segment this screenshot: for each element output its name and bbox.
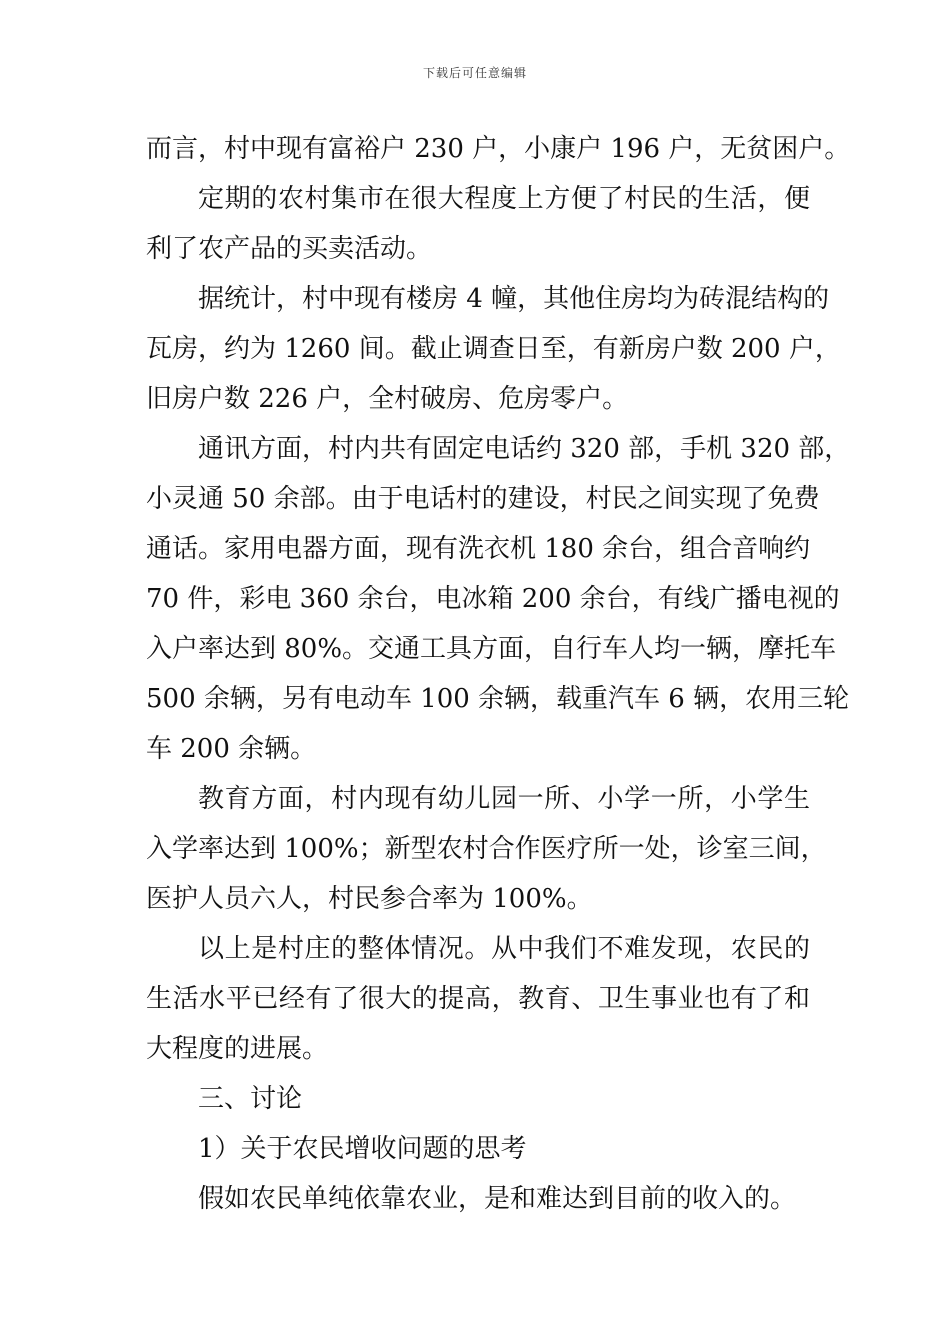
text-line: 据统计，村中现有楼房 4 幢，其他住房均为砖混结构的: [198, 284, 830, 314]
text-line: 以上是村庄的整体情况。从中我们不难发现，农民的: [198, 934, 810, 964]
text-line: 通话。家用电器方面，现有洗衣机 180 余台，组合音响约: [146, 534, 811, 564]
text-line: 假如农民单纯依靠农业，是和难达到目前的收入的。: [198, 1184, 797, 1214]
text-line: 入户率达到 80%。交通工具方面，自行车人均一辆，摩托车: [146, 634, 837, 664]
subsection-heading: 1）关于农民增收问题的思考: [198, 1134, 527, 1164]
text-line: 定期的农村集市在很大程度上方便了村民的生活，便: [198, 184, 810, 214]
text-line: 车 200 余辆。: [146, 734, 317, 764]
text-line: 教育方面，村内现有幼儿园一所、小学一所，小学生: [198, 784, 810, 814]
text-line: 而言，村中现有富裕户 230 户，小康户 196 户，无贫困户。: [146, 134, 851, 164]
text-line: 小灵通 50 余部。由于电话村的建设，村民之间实现了免费: [146, 484, 820, 514]
page-header: 下载后可任意编辑: [422, 66, 527, 80]
text-line: 利了农产品的买卖活动。: [146, 234, 433, 264]
text-line: 70 件，彩电 360 余台，电冰箱 200 余台，有线广播电视的: [146, 584, 840, 614]
text-line: 瓦房，约为 1260 间。截止调查日至，有新房户数 200 户，: [146, 334, 841, 364]
section-heading: 三、讨论: [198, 1084, 303, 1114]
text-line: 入学率达到 100%；新型农村合作医疗所一处，诊室三间，: [146, 834, 827, 864]
text-line: 通讯方面，村内共有固定电话约 320 部，手机 320 部，: [198, 434, 851, 464]
text-line: 医护人员六人，村民参合率为 100%。: [146, 884, 593, 914]
text-line: 500 余辆，另有电动车 100 余辆，载重汽车 6 辆，农用三轮: [146, 684, 850, 714]
text-line: 生活水平已经有了很大的提高，教育、卫生事业也有了和: [146, 984, 810, 1014]
text-line: 旧房户数 226 户，全村破房、危房零户。: [146, 384, 629, 414]
text-line: 大程度的进展。: [146, 1034, 329, 1064]
document-body: [146, 124, 851, 1224]
